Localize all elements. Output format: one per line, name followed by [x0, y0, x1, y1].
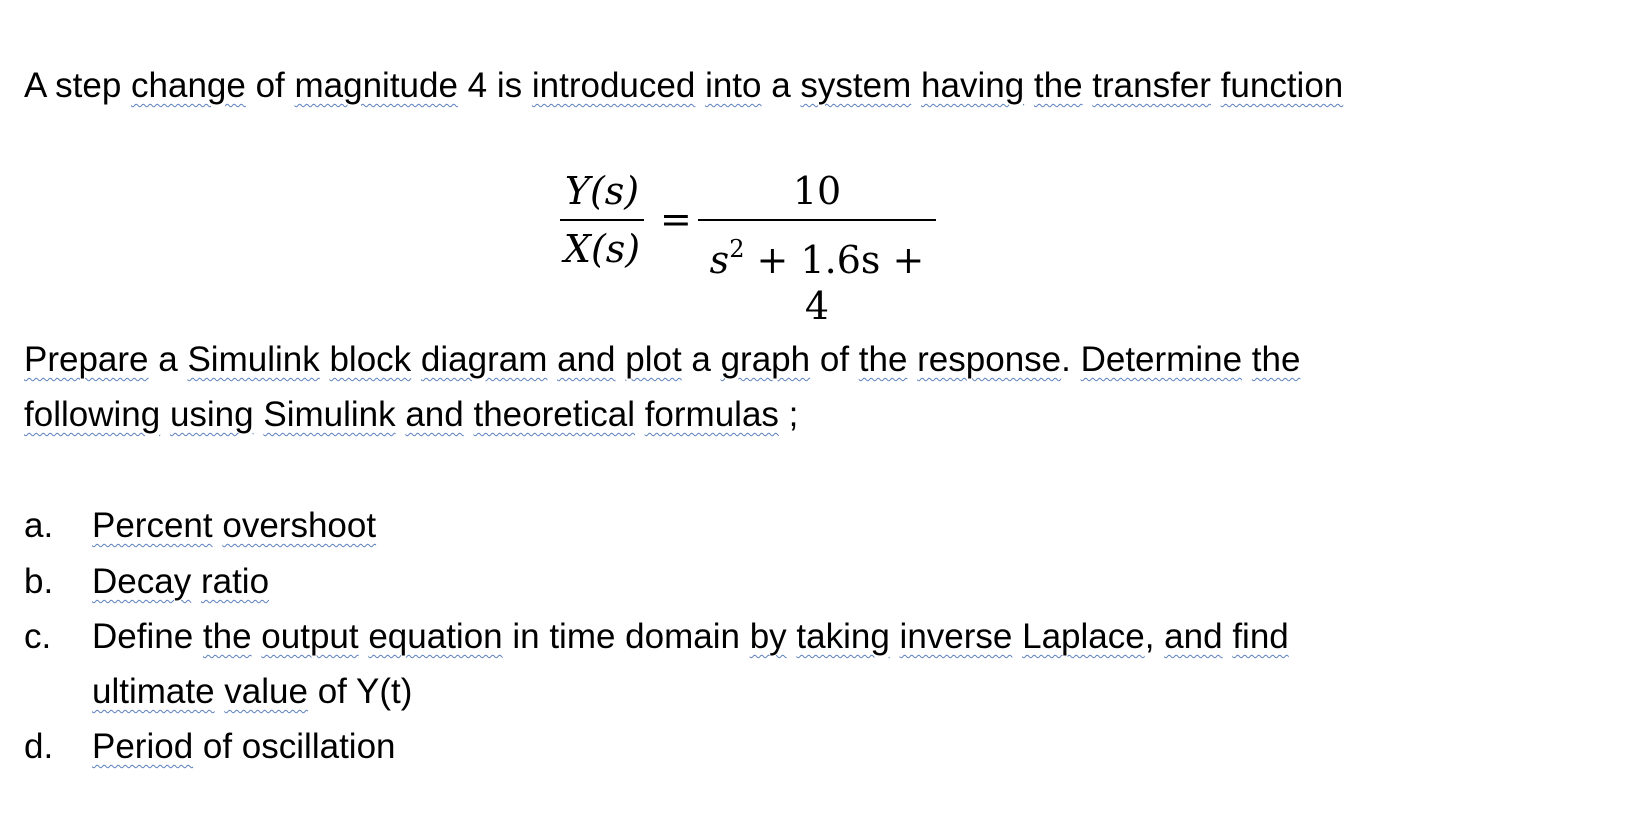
flagged-word: Determine [1080, 340, 1243, 379]
flagged-word: taking [796, 617, 890, 656]
text-run: 4 is [457, 66, 532, 105]
text-run: in time domain [502, 617, 750, 656]
text-run [1024, 66, 1034, 105]
text-run [911, 66, 921, 105]
flagged-word: ratio [200, 562, 270, 601]
rhs-denominator-terms: + 1.6s + 4 [744, 238, 925, 328]
flagged-word: formulas [644, 395, 779, 434]
flagged-word: Prepare [24, 340, 149, 379]
text-run [547, 340, 557, 379]
instruction-line-1 [24, 338, 1300, 382]
flagged-word: by [749, 617, 787, 656]
text-run [1223, 617, 1233, 656]
flagged-word: the [858, 340, 908, 379]
text-run [1012, 617, 1022, 656]
lhs-numerator: Y(s) [564, 169, 640, 213]
flagged-word: response [917, 340, 1062, 379]
flagged-word: introduced [531, 66, 696, 105]
rhs-fraction [698, 168, 936, 328]
rhs-fraction-bar [698, 219, 936, 221]
text-run [213, 506, 223, 545]
text-run [215, 672, 225, 711]
flagged-word: value [224, 672, 308, 711]
list-marker-b: b. [24, 562, 54, 601]
flagged-word: inverse [899, 617, 1013, 656]
text-run: ; [778, 395, 799, 434]
text-run [1242, 340, 1252, 379]
text-run [907, 340, 917, 379]
text-run: of Y(t) [307, 672, 413, 711]
flagged-word: block [329, 340, 412, 379]
list-item-c-text-line-1 [92, 615, 1289, 659]
flagged-word: Period [92, 727, 194, 766]
text-run: of [245, 66, 295, 105]
text-run [191, 562, 201, 601]
lhs-denominator: X(s) [563, 227, 641, 271]
text-run [396, 395, 406, 434]
flagged-word: equation [368, 617, 503, 656]
flagged-word: and [405, 395, 464, 434]
flagged-word: the [202, 617, 252, 656]
text-run [695, 66, 705, 105]
flagged-word: transfer [1092, 66, 1211, 105]
flagged-word: into [705, 66, 762, 105]
text-run: of [810, 340, 859, 379]
lhs-fraction [560, 168, 644, 272]
text-run: Define [92, 617, 203, 656]
instruction-line-2 [24, 393, 798, 437]
flagged-word: overshoot [222, 506, 377, 545]
rhs-denominator-variable: s [709, 238, 730, 282]
text-run [635, 395, 645, 434]
text-run [252, 617, 262, 656]
list-item-a-text [92, 504, 376, 548]
flagged-word: function [1220, 66, 1344, 105]
flagged-word: Decay [92, 562, 192, 601]
text-run: of oscillation [193, 727, 396, 766]
flagged-word: find [1232, 617, 1289, 656]
text-run [616, 340, 626, 379]
flagged-word: Simulink [187, 340, 320, 379]
intro-sentence [24, 64, 1343, 108]
equals-sign: = [660, 197, 692, 241]
transfer-function-equation [560, 168, 980, 328]
list-marker-d: d. [24, 727, 54, 766]
text-run [1211, 66, 1221, 105]
flagged-word: ultimate [92, 672, 215, 711]
text-run: A step [24, 66, 132, 105]
flagged-word: magnitude [294, 66, 458, 105]
flagged-word: diagram [420, 340, 548, 379]
flagged-word: Percent [92, 506, 213, 545]
list-item-b-text [92, 560, 269, 604]
lhs-fraction-bar [560, 219, 644, 221]
text-run [359, 617, 369, 656]
list-marker-c: c. [24, 617, 52, 656]
text-run: a [148, 340, 188, 379]
flagged-word: having [921, 66, 1025, 105]
text-run [787, 617, 797, 656]
text-run: . [1061, 340, 1081, 379]
text-run [254, 395, 264, 434]
text-run [890, 617, 900, 656]
rhs-denominator [698, 226, 936, 328]
text-run: , [1144, 617, 1165, 656]
flagged-word: following [24, 395, 161, 434]
flagged-word: system [800, 66, 912, 105]
flagged-word: plot [625, 340, 682, 379]
flagged-word: theoretical [473, 395, 635, 434]
flagged-word: graph [720, 340, 811, 379]
list-marker-a: a. [24, 506, 54, 545]
flagged-word: output [261, 617, 359, 656]
flagged-word: and [1164, 617, 1223, 656]
flagged-word: the [1033, 66, 1083, 105]
text-run [1083, 66, 1093, 105]
rhs-numerator: 10 [792, 169, 842, 213]
text-run: a [681, 340, 721, 379]
text-run [320, 340, 330, 379]
flagged-word: change [131, 66, 246, 105]
rhs-denominator-exponent: 2 [729, 235, 745, 263]
text-run [411, 340, 421, 379]
list-item-d-text [92, 725, 396, 769]
flagged-word: Simulink [263, 395, 396, 434]
flagged-word: and [557, 340, 616, 379]
text-run: a [761, 66, 801, 105]
flagged-word: Laplace [1022, 617, 1145, 656]
text-run [160, 395, 170, 434]
flagged-word: the [1251, 340, 1301, 379]
list-item-c-text-line-2 [92, 670, 412, 714]
flagged-word: using [169, 395, 254, 434]
